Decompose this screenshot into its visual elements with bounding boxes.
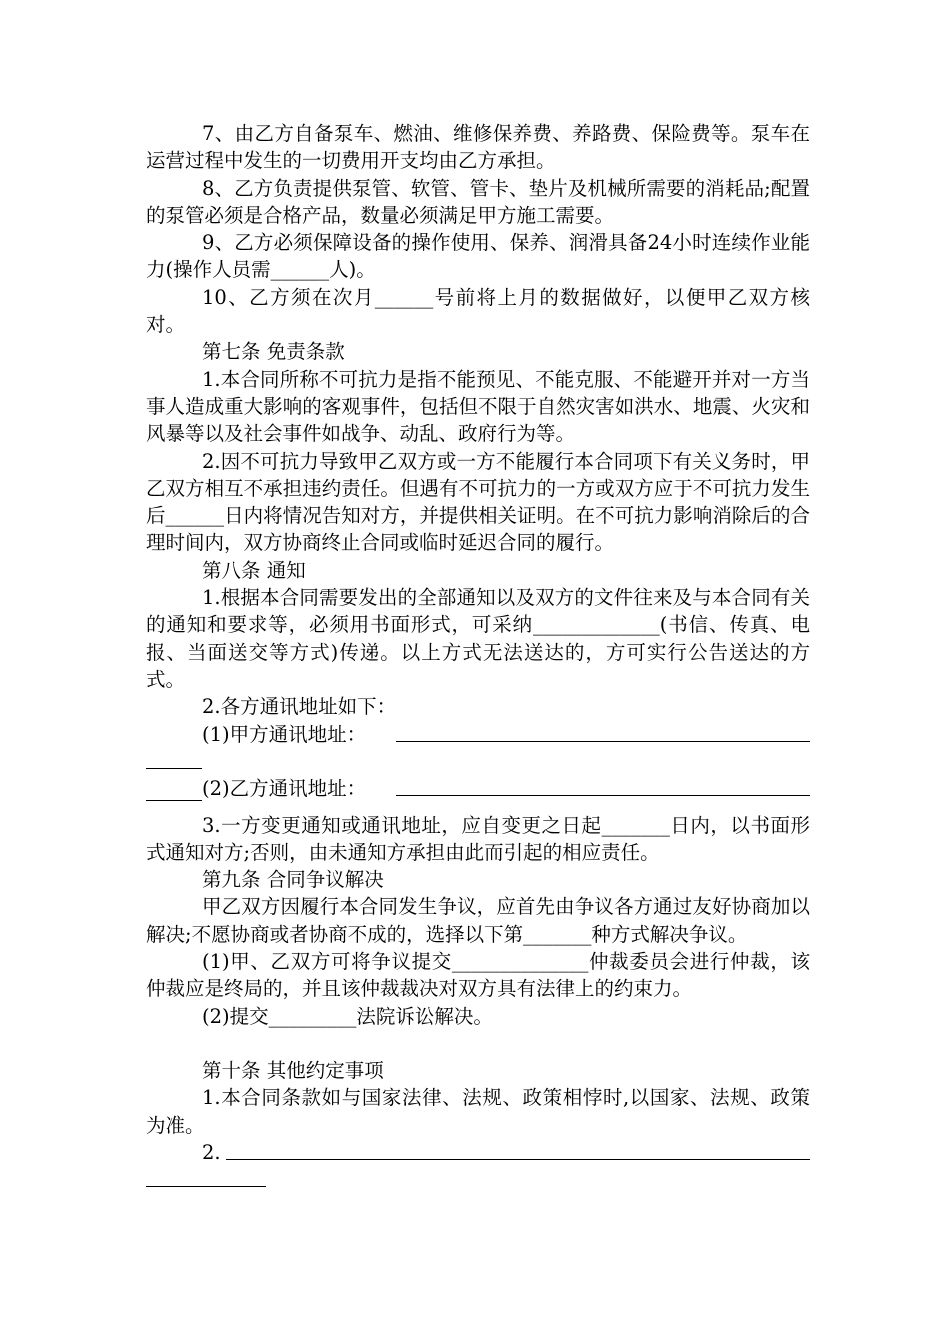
party-a-address-blank <box>396 741 810 742</box>
clause-9: 9、乙方必须保障设备的操作使用、保养、润滑具备24小时连续作业能力(操作人员需______人)。 <box>146 231 810 282</box>
article-8-item-2: 2.各方通讯地址如下： <box>202 695 397 719</box>
article-8-title: 第八条 通知 <box>202 558 306 582</box>
party-a-address-continuation <box>146 748 810 775</box>
party-b-address-blank-tail <box>146 800 202 801</box>
clause-10: 10、乙方须在次月______号前将上月的数据做好，以便甲乙双方核对。 <box>146 285 810 337</box>
article-10-item-2-blank <box>226 1159 810 1160</box>
spacer <box>146 1030 810 1057</box>
article-9-title: 第九条 合同争议解决 <box>202 868 384 892</box>
party-b-address-row <box>146 775 810 802</box>
article-7-item-2: 2.因不可抗力导致甲乙双方或一方不能履行本合同项下有关义务时，甲乙双方相互不承担违约责任。但遇有不可抗力的一方或双方应于不可抗力发生后______日内将情况告知对方，并提供相关证明。在不可抗力影响消除后的合理时间内，双方协商终止合同或临时延迟合同的履行。 <box>146 449 810 555</box>
party-b-address-blank <box>396 795 810 796</box>
article-9-body: 甲乙双方因履行本合同发生争议，应首先由争议各方通过友好协商加以解决;不愿协商或者协商不成的，选择以下第_______种方式解决争议。 <box>146 895 810 946</box>
article-9-option-2: (2)提交_________法院诉讼解决。 <box>202 1004 493 1028</box>
party-a-address-row <box>146 721 810 748</box>
article-9-option-1: (1)甲、乙双方可将争议提交______________仲裁委员会进行仲裁，该仲裁应是终局的，并且该仲裁裁决对双方具有法律上的约束力。 <box>146 950 810 1001</box>
party-a-address-blank-tail <box>146 768 202 769</box>
clause-8: 8、乙方负责提供泵管、软管、管卡、垫片及机械所需要的消耗品;配置的泵管必须是合格产品，数量必须满足甲方施工需要。 <box>146 176 810 227</box>
clause-7: 7、由乙方自备泵车、燃油、维修保养费、养路费、保险费等。泵车在运营过程中发生的一切费用开支均由乙方承担。 <box>146 122 810 173</box>
article-10-item-2-blank-tail <box>146 1186 266 1187</box>
article-8-item-3: 3.一方变更通知或通讯地址，应自变更之日起_______日内，以书面形式通知对方;否则，由未通知方承担由此而引起的相应责任。 <box>146 813 810 864</box>
party-b-address-label: (2)乙方通讯地址： <box>202 776 367 800</box>
contract-page <box>146 120 810 1193</box>
party-a-address-label: (1)甲方通讯地址： <box>202 722 367 746</box>
article-10-item-2-continuation <box>146 1166 810 1193</box>
article-10-item-2-row <box>146 1139 810 1166</box>
article-8-item-1: 1.根据本合同需要发出的全部通知以及双方的文件往来及与本合同有关的通知和要求等，必须用书面形式，可采纳_____________(书信、传真、电报、当面送交等方式)传递。以上方式无法送达的，方可实行公告送达的方式。 <box>146 586 810 691</box>
article-7-item-1: 1.本合同所称不可抗力是指不能预见、不能克服、不能避开并对一方当事人造成重大影响的客观事件，包括但不限于自然灾害如洪水、地震、火灾和风暴等以及社会事件如战争、动乱、政府行为等。 <box>146 367 810 446</box>
article-10-item-1: 1.本合同条款如与国家法律、法规、政策相悖时,以国家、法规、政策为准。 <box>146 1086 810 1137</box>
article-7-title: 第七条 免责条款 <box>202 340 345 364</box>
party-b-address-continuation <box>146 802 810 812</box>
article-10-item-2-label: 2. <box>202 1140 221 1164</box>
article-10-title: 第十条 其他约定事项 <box>202 1058 384 1082</box>
